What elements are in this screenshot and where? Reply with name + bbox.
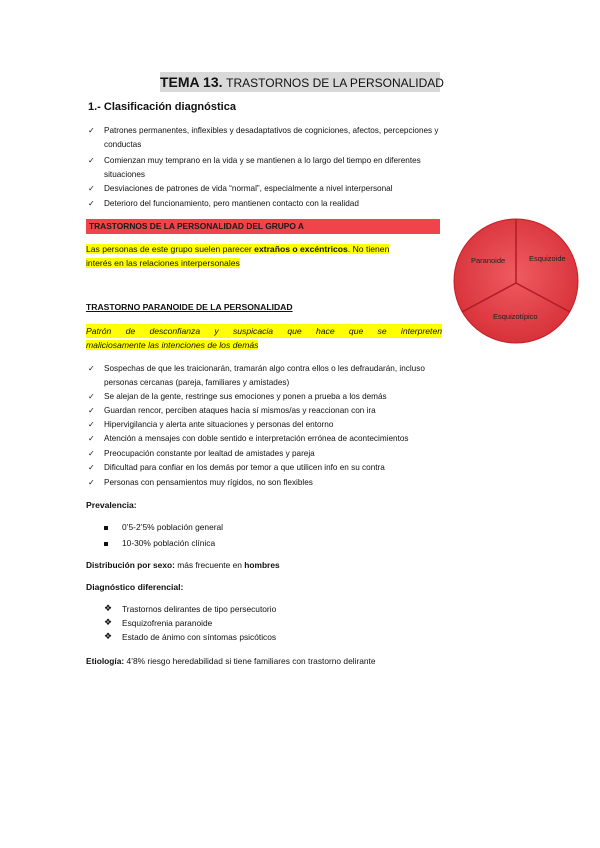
list-item [88, 390, 528, 403]
prevalence-label: Prevalencia: [86, 500, 137, 510]
group-a-description [86, 242, 446, 270]
sex-text: más frecuente en [174, 560, 245, 570]
list-item [104, 604, 404, 616]
item-line: Dificultad para confiar en los demás por temor a que utilicen info en su contra [104, 463, 385, 472]
check-icon: ✓ [88, 406, 95, 415]
def-line: maliciosamente las intenciones de los demás [86, 340, 259, 350]
symptom-list [88, 362, 528, 492]
list-item [88, 447, 528, 460]
item-line: conductas [104, 140, 142, 149]
check-icon: ✓ [88, 184, 95, 193]
item-line: situaciones [104, 170, 145, 179]
sex-label: Distribución por sexo: [86, 560, 175, 570]
desc-line: interés en las relaciones interpersonales [86, 258, 240, 268]
sex-bold: hombres [244, 560, 280, 570]
list-item [88, 154, 528, 180]
check-icon: ✓ [88, 478, 95, 487]
section-heading: 1.- Clasificación diagnóstica [88, 101, 236, 113]
square-bullet-icon [104, 526, 108, 530]
differential-label: Diagnóstico diferencial: [86, 582, 184, 592]
item-line: Estado de ánimo con síntomas psicóticos [122, 632, 277, 642]
item-line: Desviaciones de patrones de vida “normal”, especialmente a nivel interpersonal [104, 184, 393, 193]
paranoid-heading: TRASTORNO PARANOIDE DE LA PERSONALIDAD [86, 302, 293, 312]
list-item [88, 404, 528, 417]
item-line: Preocupación constante por lealtad de amistades y pareja [104, 449, 315, 458]
title-number: TEMA 13. [160, 74, 223, 90]
pie-label-paranoide: Paranoide [471, 256, 506, 265]
paranoid-definition [86, 324, 442, 352]
etiology-text: 4’8% riesgo heredabilidad si tiene familiares con trastorno delirante [124, 656, 376, 666]
group-a-heading [86, 219, 440, 234]
list-item [88, 362, 528, 388]
check-icon: ✓ [88, 199, 95, 208]
list-item [104, 522, 304, 534]
diamond-bullet-icon: ❖ [104, 617, 113, 627]
diamond-bullet-icon: ❖ [104, 631, 113, 641]
list-item [104, 538, 304, 550]
item-line: Atención a mensajes con doble sentido e interpretación errónea de acontecimientos [104, 434, 409, 443]
item-line: Deterioro del funcionamiento, pero mantienen contacto con la realidad [104, 199, 359, 208]
desc-part: . No tienen [347, 244, 390, 254]
square-bullet-icon [104, 542, 108, 546]
pie-label-esquizotipico: Esquizotípico [493, 312, 538, 321]
item-line: 0’5-2’5% población general [122, 522, 224, 532]
item-line: personas cercanas (pareja, familiares y amistades) [104, 378, 290, 387]
list-item [104, 632, 404, 644]
item-line: Patrones permanentes, inflexibles y desadaptativos de cogniciones, afectos, percepciones y [104, 126, 439, 135]
etiology-label: Etiología: [86, 656, 125, 666]
item-line: 10-30% población clínica [122, 538, 216, 548]
list-item [88, 418, 528, 431]
list-item [104, 618, 404, 630]
list-item [88, 182, 528, 195]
title-text: TRASTORNOS DE LA PERSONALIDAD [226, 76, 444, 90]
desc-bold: extraños o excéntricos [254, 244, 348, 254]
list-item [88, 432, 528, 445]
pie-label-esquizoide: Esquizoide [529, 254, 566, 263]
check-icon: ✓ [88, 392, 95, 401]
check-icon: ✓ [88, 434, 95, 443]
item-line: Personas con pensamientos muy rígidos, no son flexibles [104, 478, 313, 487]
check-icon: ✓ [88, 449, 95, 458]
criteria-list [88, 124, 528, 214]
diamond-bullet-icon: ❖ [104, 603, 113, 613]
group-a-heading-text: TRASTORNOS DE LA PERSONALIDAD DEL GRUPO A [89, 221, 304, 231]
item-line: Sospechas de que les traicionarán, tramarán algo contra ellos o les defraudarán, incluso [104, 364, 425, 373]
group-a-pie [449, 206, 584, 356]
check-icon: ✓ [88, 420, 95, 429]
def-line: Patrón de desconfianza y suspicacia que hace que se interpreten [86, 326, 442, 336]
item-line: Hipervigilancia y alerta ante situaciones y personas del entorno [104, 420, 334, 429]
list-item [88, 461, 528, 474]
list-item [88, 476, 528, 489]
check-icon: ✓ [88, 156, 95, 165]
item-line: Se alejan de la gente, restringe sus emociones y ponen a prueba a los demás [104, 392, 387, 401]
item-line: Esquizofrenia paranoide [122, 618, 213, 628]
check-icon: ✓ [88, 126, 95, 135]
etiology [86, 656, 376, 666]
check-icon: ✓ [88, 463, 95, 472]
item-line: Trastornos delirantes de tipo persecutorio [122, 604, 277, 614]
check-icon: ✓ [88, 364, 95, 373]
item-line: Guardan rencor, perciben ataques hacia sí mismos/as y reaccionan con ira [104, 406, 376, 415]
page-title [160, 72, 444, 92]
desc-part: Las personas de este grupo suelen parecer [86, 244, 255, 254]
sex-distribution [86, 560, 280, 570]
list-item [88, 124, 528, 150]
item-line: Comienzan muy temprano en la vida y se mantienen a lo largo del tiempo en diferentes [104, 156, 421, 165]
